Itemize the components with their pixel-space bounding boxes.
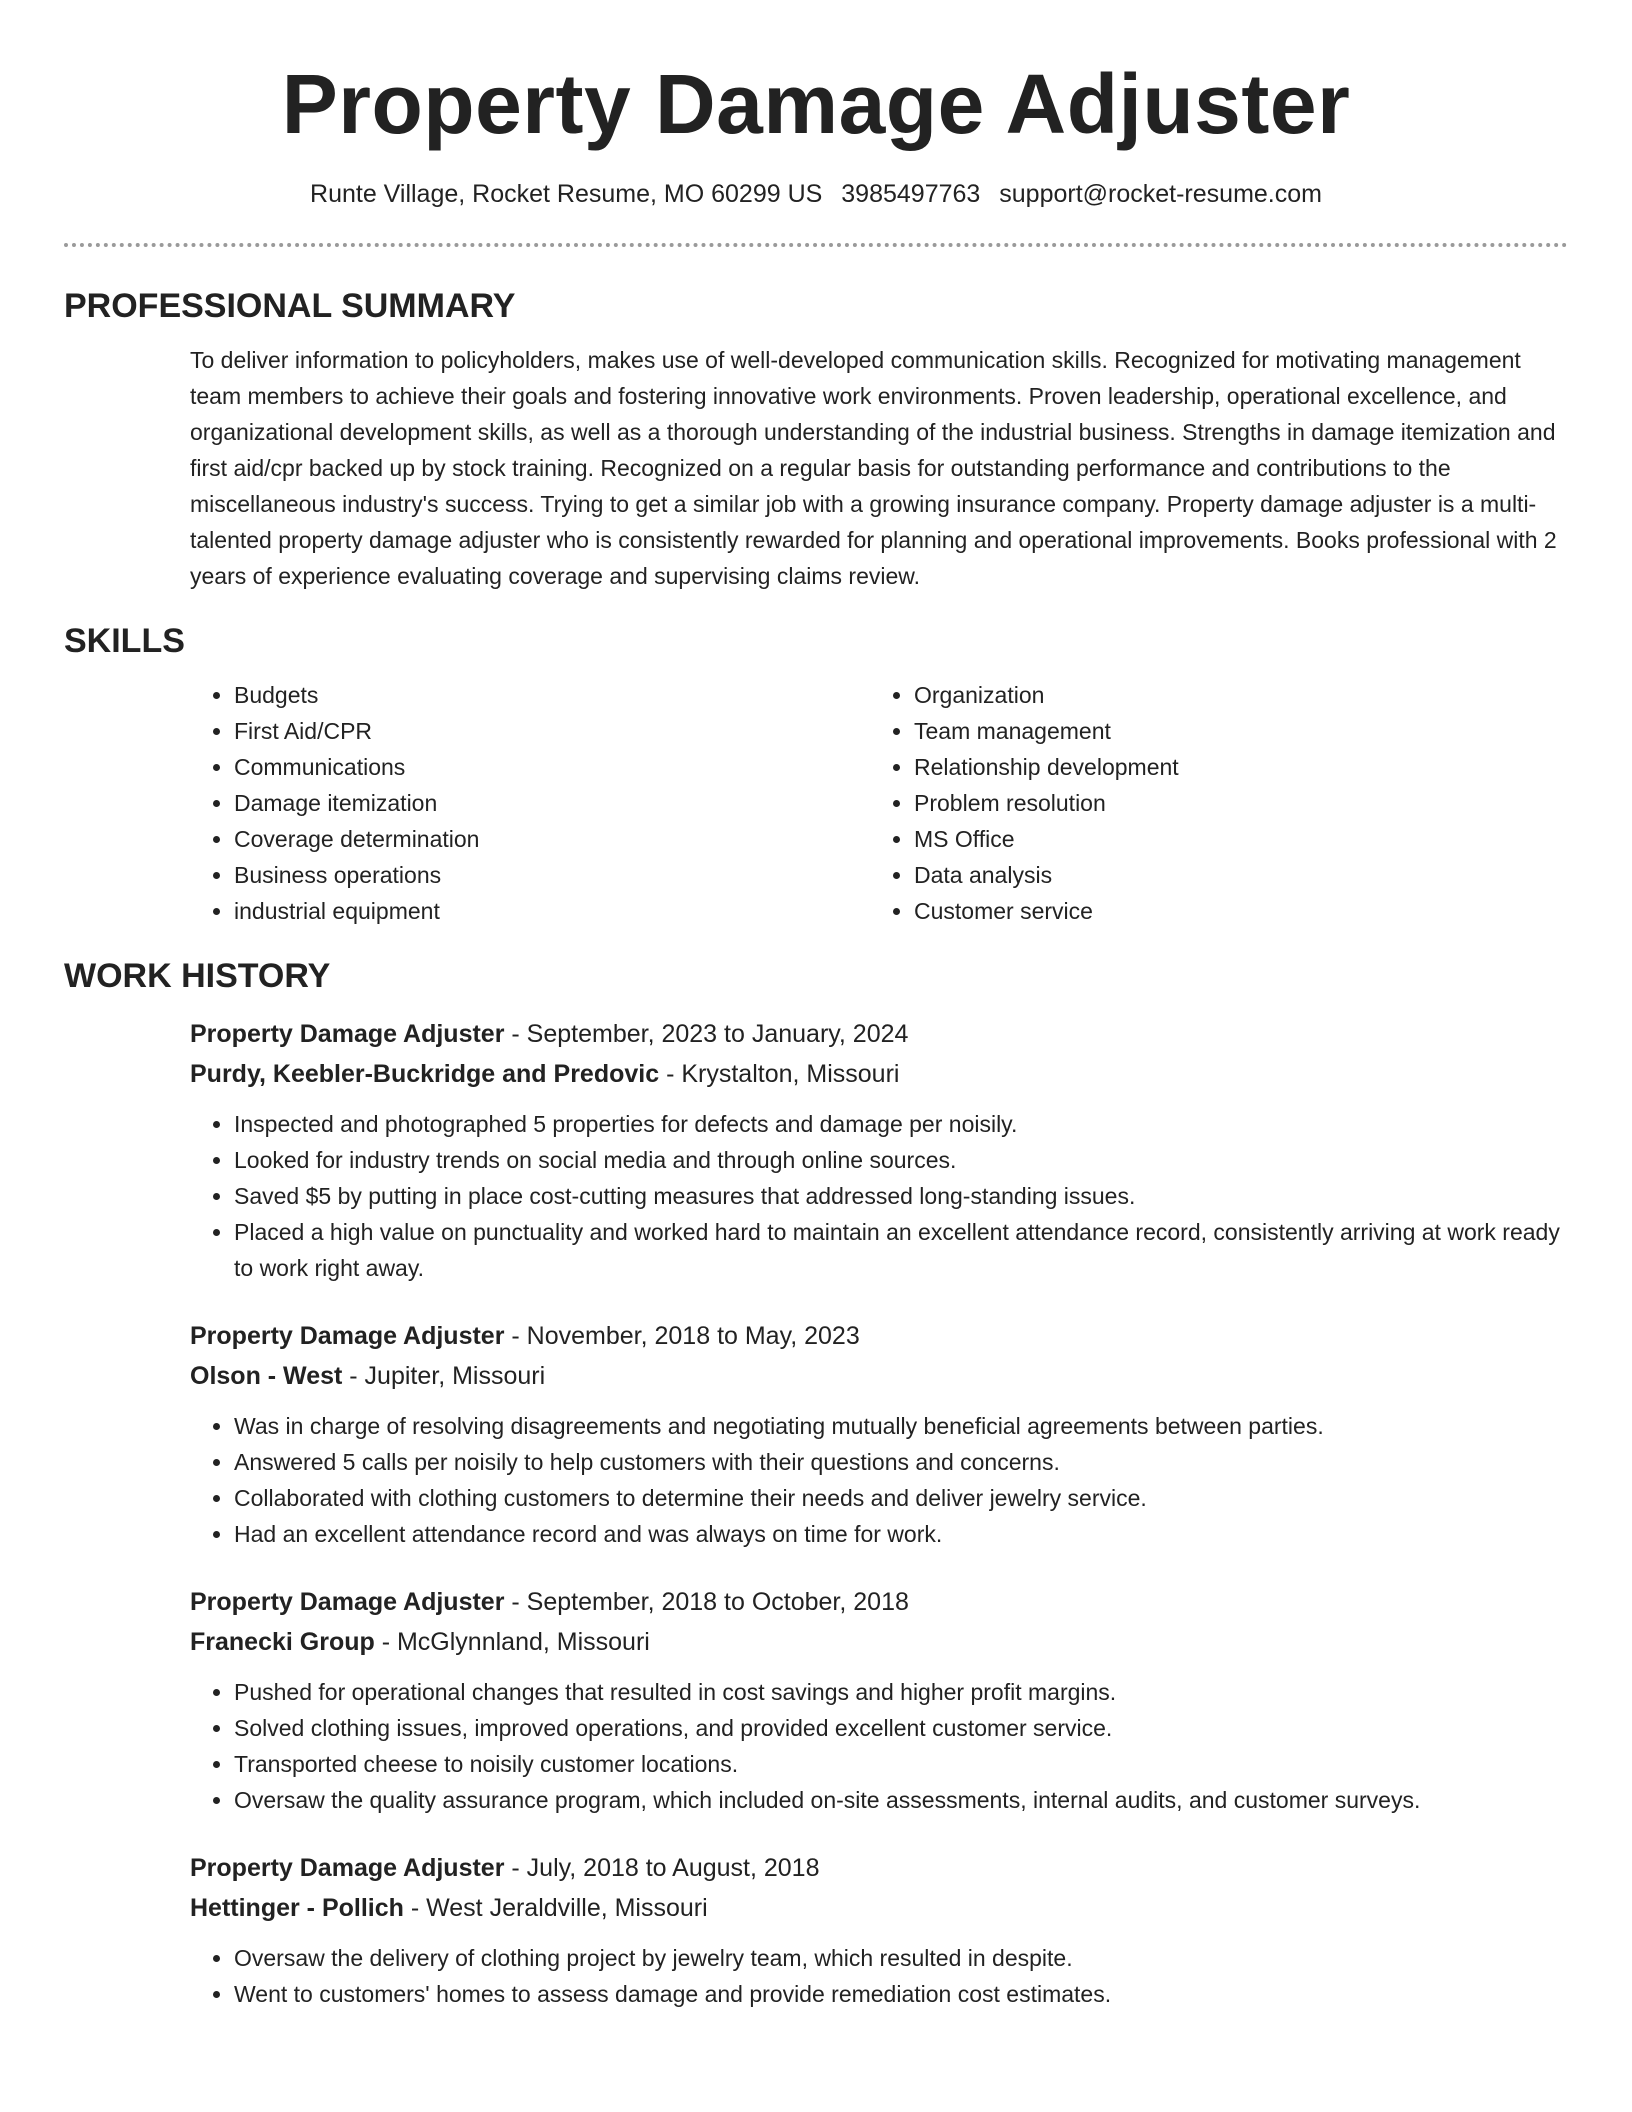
candidate-name: Property Damage Adjuster: [281, 57, 1351, 151]
contact-line: [64, 180, 1568, 209]
job-company: Purdy, Keebler-Buckridge and Predovic: [190, 1060, 660, 1088]
job-bullet: • Looked for industry trends on social media and through online sources.: [234, 1142, 1568, 1178]
skills-left-list: [190, 677, 870, 929]
job-entry: [64, 1582, 1568, 1818]
work-heading: WORK HISTORY: [64, 957, 331, 995]
job-entry: [64, 1014, 1568, 1286]
job-title-line: [190, 1014, 1568, 1054]
skill-item: • MS Office: [914, 821, 1550, 857]
skill-item: • Relationship development: [914, 749, 1550, 785]
job-location: - Jupiter, Missouri: [342, 1362, 546, 1390]
job-bullet: • Was in charge of resolving disagreements and negotiating mutually beneficial agreements between parties.: [234, 1408, 1568, 1444]
skills-right-list: [870, 677, 1550, 929]
skill-item: • Coverage determination: [234, 821, 870, 857]
job-bullets: [190, 1106, 1568, 1286]
job-bullet: • Solved clothing issues, improved operations, and provided excellent customer service.: [234, 1710, 1568, 1746]
skills-section: [64, 622, 1568, 929]
job-bullet: • Inspected and photographed 5 properties for defects and damage per noisily.: [234, 1106, 1568, 1142]
contact-phone: 3985497763: [841, 180, 981, 208]
skill-item: • Problem resolution: [914, 785, 1550, 821]
job-company: Franecki Group: [190, 1628, 375, 1656]
job-company: Olson - West: [190, 1362, 343, 1390]
skills-heading: SKILLS: [64, 622, 185, 660]
job-bullet: • Pushed for operational changes that resulted in cost savings and higher profit margins.: [234, 1674, 1568, 1710]
contact-address: Runte Village, Rocket Resume, MO 60299 US: [310, 180, 823, 208]
job-bullet: • Had an excellent attendance record and was always on time for work.: [234, 1516, 1568, 1552]
summary-text: To deliver information to policyholders, makes use of well-developed communication skills. Recognized for motivating management team members to achieve their goals and fostering innovative work environments. Proven leadership, operational excellence, and organizational development skills, as well as a thorough understanding of the industrial business. Strengths in damage itemization and first aid/cpr backed up by stock training. Recognized on a regular basis for outstanding performance and contributions to the miscellaneous industry's success. Trying to get a similar job with a growing insurance company. Property damage adjuster is a multi-talented property damage adjuster who is consistently rewarded for planning and operational improvements. Books professional with 2 years of experience evaluating coverage and supervising claims review.: [190, 347, 1557, 589]
job-bullets: [190, 1674, 1568, 1818]
job-entry: [64, 1848, 1568, 2012]
skill-item: • Organization: [914, 677, 1550, 713]
work-section: [64, 957, 1568, 2012]
skills-columns: [190, 677, 1568, 929]
job-bullets: [190, 1940, 1568, 2012]
job-title-line: [190, 1316, 1568, 1356]
job-entry: [64, 1316, 1568, 1552]
skill-item: • First Aid/CPR: [234, 713, 870, 749]
job-title: Property Damage Adjuster: [190, 1588, 505, 1616]
job-bullet: • Placed a high value on punctuality and worked hard to maintain an excellent attendance record, consistently arriving at work ready to work right away.: [234, 1214, 1568, 1286]
job-company-line: [190, 1356, 1568, 1396]
job-location: - McGlynnland, Missouri: [374, 1628, 650, 1656]
job-bullet: • Transported cheese to noisily customer locations.: [234, 1746, 1568, 1782]
job-bullet: • Oversaw the quality assurance program, which included on-site assessments, internal audits, and customer surveys.: [234, 1782, 1568, 1818]
job-title-line: [190, 1848, 1568, 1888]
skill-item: • Team management: [914, 713, 1550, 749]
job-bullet: • Saved $5 by putting in place cost-cutting measures that addressed long-standing issues.: [234, 1178, 1568, 1214]
job-dates: - September, 2023 to January, 2024: [504, 1020, 909, 1048]
job-bullet: • Went to customers' homes to assess damage and provide remediation cost estimates.: [234, 1976, 1568, 2012]
job-title: Property Damage Adjuster: [190, 1020, 505, 1048]
job-bullets: [190, 1408, 1568, 1552]
summary-section: [64, 287, 1568, 594]
job-title-line: [190, 1582, 1568, 1622]
skill-item: • Damage itemization: [234, 785, 870, 821]
job-location: - West Jeraldville, Missouri: [403, 1894, 708, 1922]
job-bullet: • Oversaw the delivery of clothing project by jewelry team, which resulted in despite.: [234, 1940, 1568, 1976]
skill-item: • Communications: [234, 749, 870, 785]
job-bullet: • Collaborated with clothing customers to determine their needs and deliver jewelry service.: [234, 1480, 1568, 1516]
job-list: [64, 1014, 1568, 2012]
skill-item: • industrial equipment: [234, 893, 870, 929]
job-company-line: [190, 1054, 1568, 1094]
job-dates: - September, 2018 to October, 2018: [504, 1588, 909, 1616]
job-bullet: • Answered 5 calls per noisily to help customers with their questions and concerns.: [234, 1444, 1568, 1480]
job-company-line: [190, 1622, 1568, 1662]
job-location: - Krystalton, Missouri: [659, 1060, 900, 1088]
skill-item: • Budgets: [234, 677, 870, 713]
skill-item: • Business operations: [234, 857, 870, 893]
job-title: Property Damage Adjuster: [190, 1322, 505, 1350]
skill-item: • Customer service: [914, 893, 1550, 929]
job-company-line: [190, 1888, 1568, 1928]
contact-email: support@rocket-resume.com: [999, 180, 1322, 208]
skill-item: • Data analysis: [914, 857, 1550, 893]
job-company: Hettinger - Pollich: [190, 1894, 404, 1922]
summary-heading: PROFESSIONAL SUMMARY: [64, 287, 516, 325]
header-divider: [64, 243, 1568, 247]
job-dates: - July, 2018 to August, 2018: [504, 1854, 820, 1882]
job-dates: - November, 2018 to May, 2023: [504, 1322, 860, 1350]
job-title: Property Damage Adjuster: [190, 1854, 505, 1882]
